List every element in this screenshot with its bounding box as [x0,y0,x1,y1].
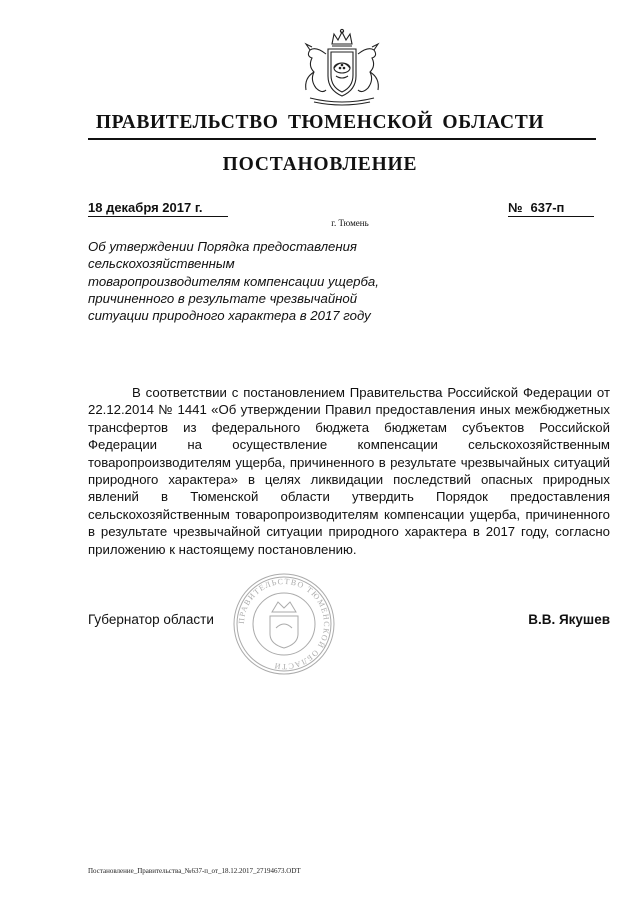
number-sign: № [508,200,523,215]
document-body: В соответствии с постановлением Правительства Российской Федерации от 22.12.2014 № 1441 «Об утверждении Правил предоставления иных межбюджетных трансфертов из федерального бюджета бюджетам субъектов Российской Федерации на осуществление компенсации сельскохозяйственным товаропроизводителям ущерба, причиненного в результате чрезвычайных ситуаций природного характера» в целях ликвидации последствий опасных природных явлений в Тюменской области утвердить Порядок предоставления сельскохозяйственным товаропроизводителям компенсации ущерба, причиненного в результате чрезвычайной ситуации природного характера в 2017 году, согласно приложению к настоящему постановлению. [88,385,610,557]
signer-title: Губернатор области [88,612,214,627]
seal-text: ПРАВИТЕЛЬСТВО ТЮМЕНСКОЙ ОБЛАСТИ [236,576,332,672]
official-seal-icon [232,572,336,676]
document-date [88,200,228,217]
document-type: ПОСТАНОВЛЕНИЕ [222,154,418,175]
coat-of-arms-icon [296,28,388,108]
document-city: г. Тюмень [331,218,369,228]
signer-name: В.В. Якушев [528,612,610,627]
document-subject: Об утверждении Порядка предоставления сельскохозяйственным товаропроизводителям компенсации ущерба, причиненного в результате чрезвычайной ситуации природного характера в 2017 году [88,239,379,324]
document-number-value: 637-п [530,200,565,215]
document-footer-filename: Постановление_Правительства_№637-п_от_18.12.2017_27194673.ODT [88,867,301,875]
document-number [508,200,594,217]
organization-title: ПРАВИТЕЛЬСТВО ТЮМЕНСКОЙ ОБЛАСТИ [95,112,545,133]
title-divider [88,138,596,140]
document-date-value: 18 декабря 2017 г. [88,200,203,215]
